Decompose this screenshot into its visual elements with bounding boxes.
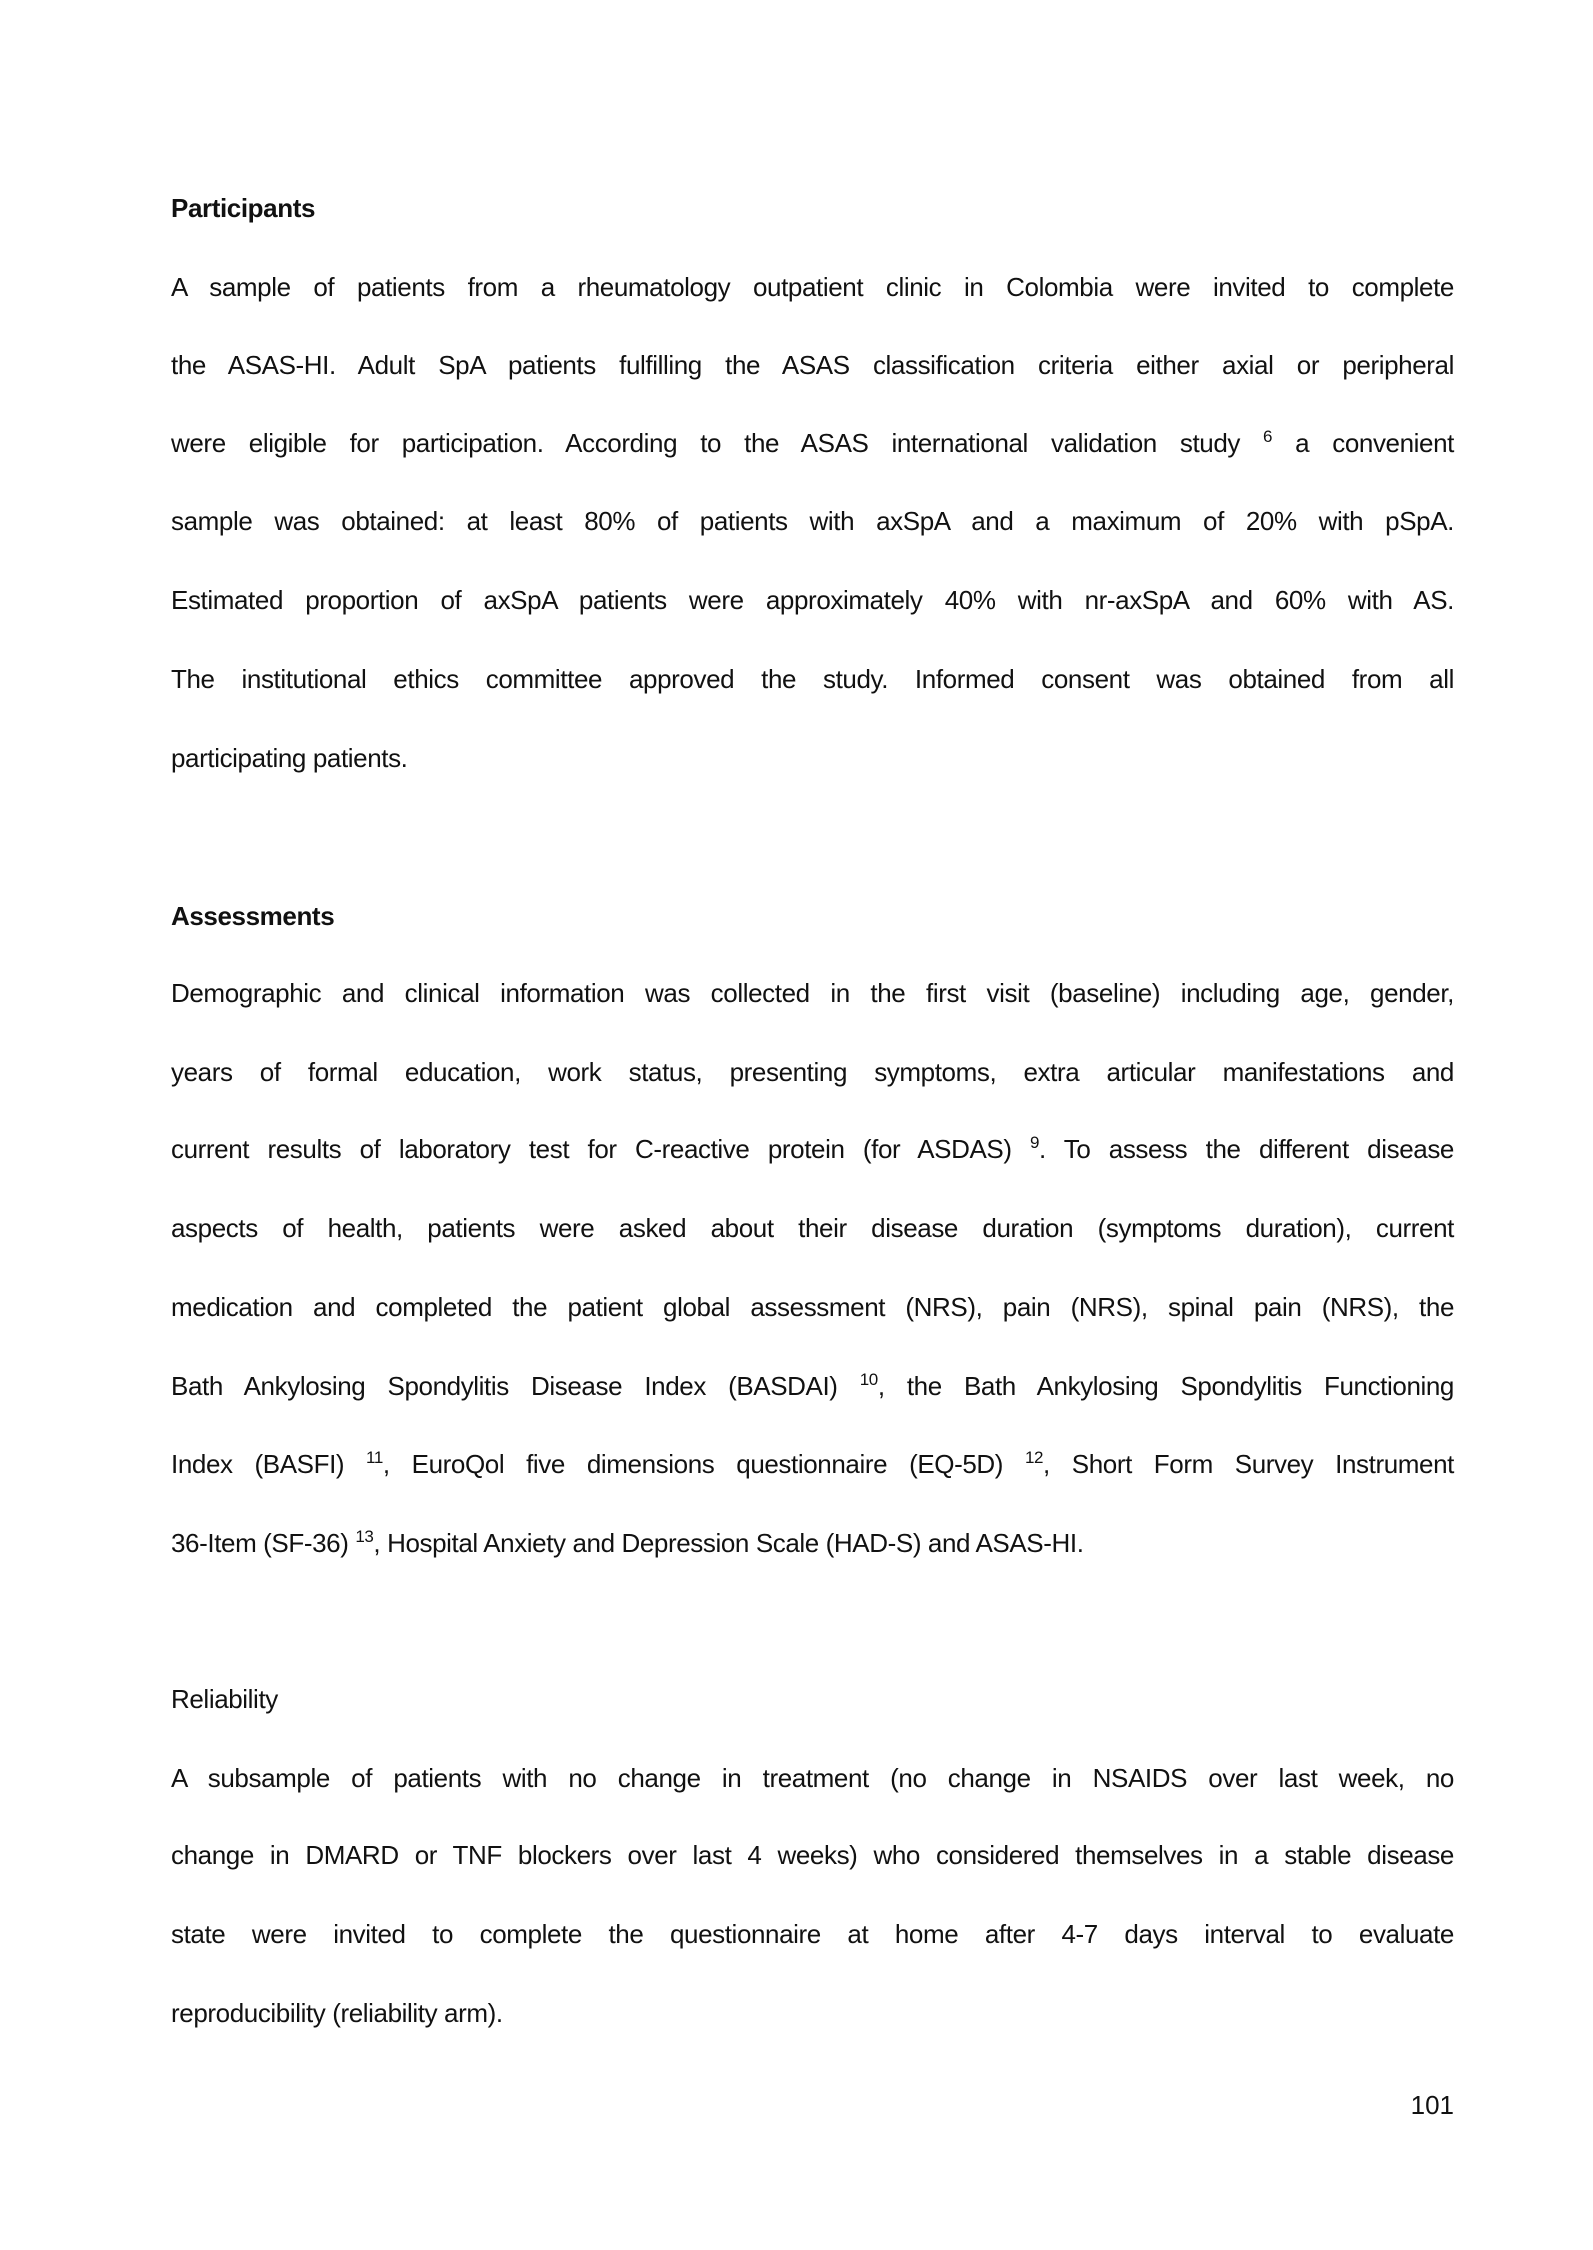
paragraph-line xyxy=(171,423,1454,463)
paragraph-line xyxy=(171,345,1454,385)
line-text: current results of laboratory test for C-reactive protein (for ASDAS) xyxy=(171,1134,1030,1164)
line-text: , Hospital Anxiety and Depression Scale (HAD-S) and ASAS-HI. xyxy=(373,1528,1084,1558)
line-text: Estimated proportion of axSpA patients were approximately 40% with nr-axSpA and 60% with AS. xyxy=(171,585,1454,615)
line-text: participating patients. xyxy=(171,743,408,773)
paragraph-line xyxy=(171,1208,1454,1248)
line-text: aspects of health, patients were asked about their disease duration (symptoms duration), current xyxy=(171,1213,1454,1243)
line-text: change in DMARD or TNF blockers over last 4 weeks) who considered themselves in a stable disease xyxy=(171,1840,1454,1870)
line-text: A subsample of patients with no change in treatment (no change in NSAIDS over last week, no xyxy=(171,1763,1454,1793)
section-heading: Reliability xyxy=(171,1684,278,1714)
line-text: , EuroQol five dimensions questionnaire (EQ-5D) xyxy=(382,1449,1025,1479)
paragraph-line xyxy=(171,1993,1454,2033)
paragraph-line xyxy=(171,659,1454,699)
line-text: A sample of patients from a rheumatology outpatient clinic in Colombia were invited to complete xyxy=(171,272,1454,302)
paragraph-line xyxy=(171,1052,1454,1092)
paragraph-line xyxy=(171,738,1454,778)
line-text: were eligible for participation. According to the ASAS international validation study xyxy=(171,428,1264,458)
line-text: Index (BASFI) xyxy=(171,1449,367,1479)
citation-superscript: 10 xyxy=(859,1370,878,1389)
paragraph-line xyxy=(171,1758,1454,1798)
section-heading: Assessments xyxy=(171,901,335,931)
line-text: reproducibility (reliability arm). xyxy=(171,1998,503,2028)
paragraph-line xyxy=(171,1287,1454,1327)
line-text: Bath Ankylosing Spondylitis Disease Index (BASDAI) xyxy=(171,1371,860,1401)
citation-superscript: 11 xyxy=(366,1448,383,1467)
paragraph-line xyxy=(171,1366,1454,1406)
paragraph-line xyxy=(171,1129,1454,1169)
paragraph-line xyxy=(171,1914,1454,1954)
line-text: , Short Form Survey Instrument xyxy=(1043,1449,1454,1479)
paragraph-line xyxy=(171,1523,1454,1563)
citation-superscript: 13 xyxy=(355,1527,374,1546)
line-text: a convenient xyxy=(1272,428,1454,458)
section-heading: Participants xyxy=(171,193,316,223)
line-text: 36-Item (SF-36) xyxy=(171,1528,356,1558)
line-text: years of formal education, work status, presenting symptoms, extra articular manifestations and xyxy=(171,1057,1454,1087)
page-number: 101 xyxy=(1410,2090,1454,2120)
paragraph-line xyxy=(171,580,1454,620)
line-text: state were invited to complete the questionnaire at home after 4-7 days interval to evaluate xyxy=(171,1919,1454,1949)
paragraph-line xyxy=(171,973,1454,1013)
line-text: sample was obtained: at least 80% of patients with axSpA and a maximum of 20% with pSpA. xyxy=(171,506,1454,536)
citation-superscript: 9 xyxy=(1029,1133,1040,1152)
paragraph-line xyxy=(171,501,1454,541)
paragraph-line xyxy=(171,267,1454,307)
citation-superscript: 6 xyxy=(1263,427,1273,446)
citation-superscript: 12 xyxy=(1024,1448,1044,1467)
paragraph-line xyxy=(171,1835,1454,1875)
paragraph-line xyxy=(171,1444,1454,1484)
line-text: medication and completed the patient global assessment (NRS), pain (NRS), spinal pain (NRS), the xyxy=(171,1292,1454,1322)
line-text: the ASAS-HI. Adult SpA patients fulfilling the ASAS classification criteria either axial or peripheral xyxy=(171,350,1454,380)
line-text: Demographic and clinical information was collected in the first visit (baseline) including age, gender, xyxy=(171,978,1454,1008)
line-text: . To assess the different disease xyxy=(1039,1134,1454,1164)
line-text: The institutional ethics committee approved the study. Informed consent was obtained from all xyxy=(171,664,1454,694)
line-text: , the Bath Ankylosing Spondylitis Functioning xyxy=(877,1371,1454,1401)
